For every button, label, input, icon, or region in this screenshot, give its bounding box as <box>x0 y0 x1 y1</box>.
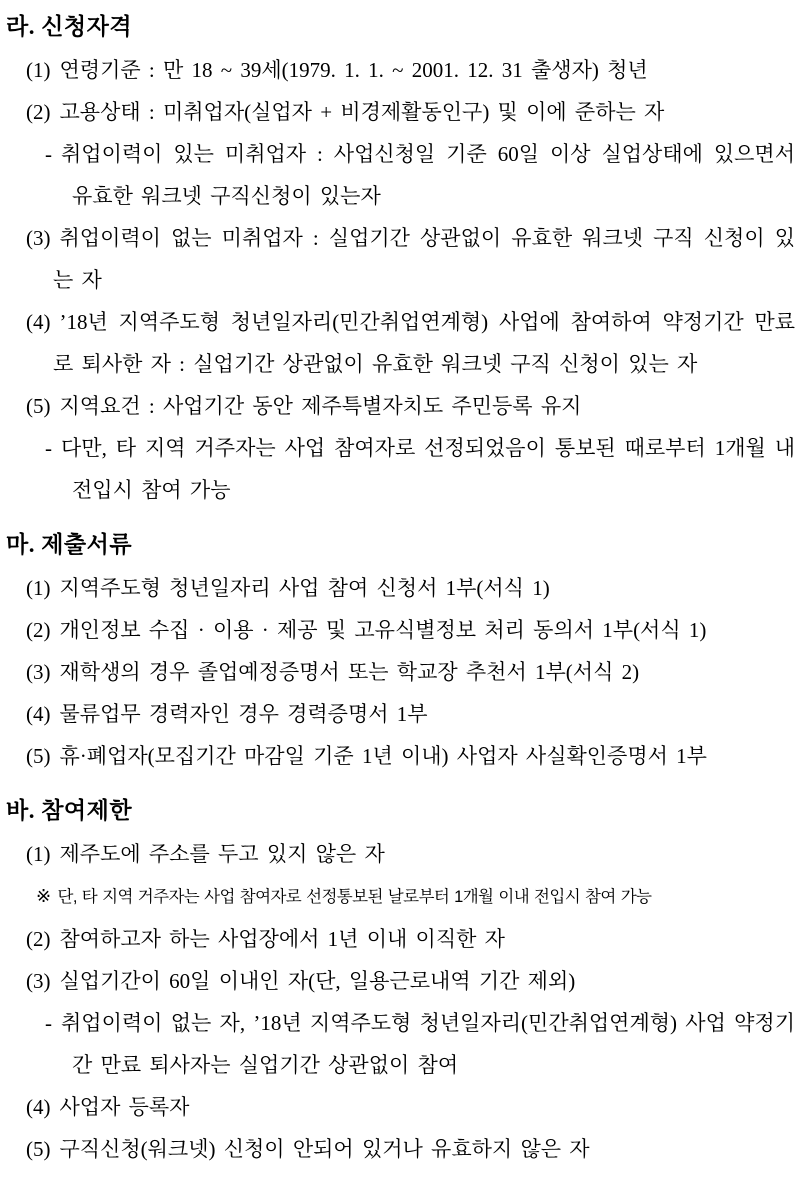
list-item <box>6 918 795 960</box>
list-item <box>6 49 795 91</box>
item-text: 개인정보 수집 · 이용 · 제공 및 고유식별정보 처리 동의서 1부(서식 1) <box>59 618 707 642</box>
section-heading: 라. 신청자격 <box>6 14 133 39</box>
item-marker: (2) <box>26 927 51 951</box>
item-text: 고용상태 : 미취업자(실업자 + 비경제활동인구) 및 이에 준하는 자 <box>59 100 665 124</box>
item-text: 휴·폐업자(모집기간 마감일 기준 1년 이내) 사업자 사실확인증명서 1부 <box>59 744 707 768</box>
list-item <box>6 609 795 651</box>
section-heading: 바. 참여제한 <box>6 798 133 823</box>
item-text: 재학생의 경우 졸업예정증명서 또는 학교장 추천서 1부(서식 2) <box>59 660 640 684</box>
dash-marker: - <box>45 436 52 460</box>
item-text: 취업이력이 있는 미취업자 : 사업신청일 기준 60일 이상 실업상태에 있으면서 유효한 워크넷 구직신청이 있는자 <box>61 142 795 208</box>
item-text: 지역요건 : 사업기간 동안 제주특별자치도 주민등록 유지 <box>59 394 582 418</box>
item-marker: (2) <box>26 100 51 124</box>
item-marker: (4) <box>26 702 51 726</box>
item-text: 지역주도형 청년일자리 사업 참여 신청서 1부(서식 1) <box>59 576 550 600</box>
item-marker: (4) <box>26 1095 51 1119</box>
list-item <box>6 91 795 133</box>
reference-note <box>6 875 795 918</box>
list-item <box>6 1128 795 1170</box>
item-text: 사업자 등록자 <box>59 1095 190 1119</box>
list-subitem <box>6 427 795 511</box>
item-marker: (1) <box>26 576 51 600</box>
item-text: 다만, 타 지역 거주자는 사업 참여자로 선정되었음이 통보된 때로부터 1개월 내 전입시 참여 가능 <box>61 436 795 502</box>
item-text: 물류업무 경력자인 경우 경력증명서 1부 <box>59 702 428 726</box>
dash-marker: - <box>45 142 52 166</box>
section-application-eligibility <box>6 5 795 511</box>
list-subitem <box>6 1002 795 1086</box>
item-text: 구직신청(워크넷) 신청이 안되어 있거나 유효하지 않은 자 <box>59 1137 590 1161</box>
item-marker: (5) <box>26 744 51 768</box>
item-text: 단, 타 지역 거주자는 사업 참여자로 선정통보된 날로부터 1개월 이내 전입시 참여 가능 <box>57 888 652 906</box>
list-item <box>6 385 795 427</box>
item-text: 취업이력이 없는 미취업자 : 실업기간 상관없이 유효한 워크넷 구직 신청이 있는 자 <box>53 226 795 292</box>
reference-mark-icon: ※ <box>36 886 51 906</box>
list-item <box>6 735 795 777</box>
item-marker: (1) <box>26 58 51 82</box>
list-subitem <box>6 133 795 217</box>
item-text: ’18년 지역주도형 청년일자리(민간취업연계형) 사업에 참여하여 약정기간 만료로 퇴사한 자 : 실업기간 상관없이 유효한 워크넷 구직 신청이 있는 자 <box>53 310 795 376</box>
list-item <box>6 301 795 385</box>
list-item <box>6 1086 795 1128</box>
item-marker: (3) <box>26 660 51 684</box>
item-text: 취업이력이 없는 자, ’18년 지역주도형 청년일자리(민간취업연계형) 사업 약정기간 만료 퇴사자는 실업기간 상관없이 참여 <box>61 1011 795 1077</box>
item-marker: (2) <box>26 618 51 642</box>
list-item <box>6 960 795 1002</box>
list-item <box>6 693 795 735</box>
item-marker: (3) <box>26 226 51 250</box>
section-heading: 마. 제출서류 <box>6 532 133 557</box>
list-item <box>6 833 795 875</box>
item-marker: (4) <box>26 310 51 334</box>
item-marker: (3) <box>26 969 51 993</box>
item-text: 연령기준 : 만 18 ~ 39세(1979. 1. 1. ~ 2001. 12. 31 출생자) 청년 <box>59 58 648 82</box>
section-participation-restrictions <box>6 789 795 1170</box>
section-required-documents <box>6 523 795 777</box>
item-text: 참여하고자 하는 사업장에서 1년 이내 이직한 자 <box>59 927 505 951</box>
item-marker: (1) <box>26 842 51 866</box>
dash-marker: - <box>45 1011 52 1035</box>
list-item <box>6 567 795 609</box>
list-item <box>6 651 795 693</box>
item-marker: (5) <box>26 394 51 418</box>
list-item <box>6 217 795 301</box>
item-text: 실업기간이 60일 이내인 자(단, 일용근로내역 기간 제외) <box>59 969 576 993</box>
item-text: 제주도에 주소를 두고 있지 않은 자 <box>59 842 385 866</box>
item-marker: (5) <box>26 1137 51 1161</box>
